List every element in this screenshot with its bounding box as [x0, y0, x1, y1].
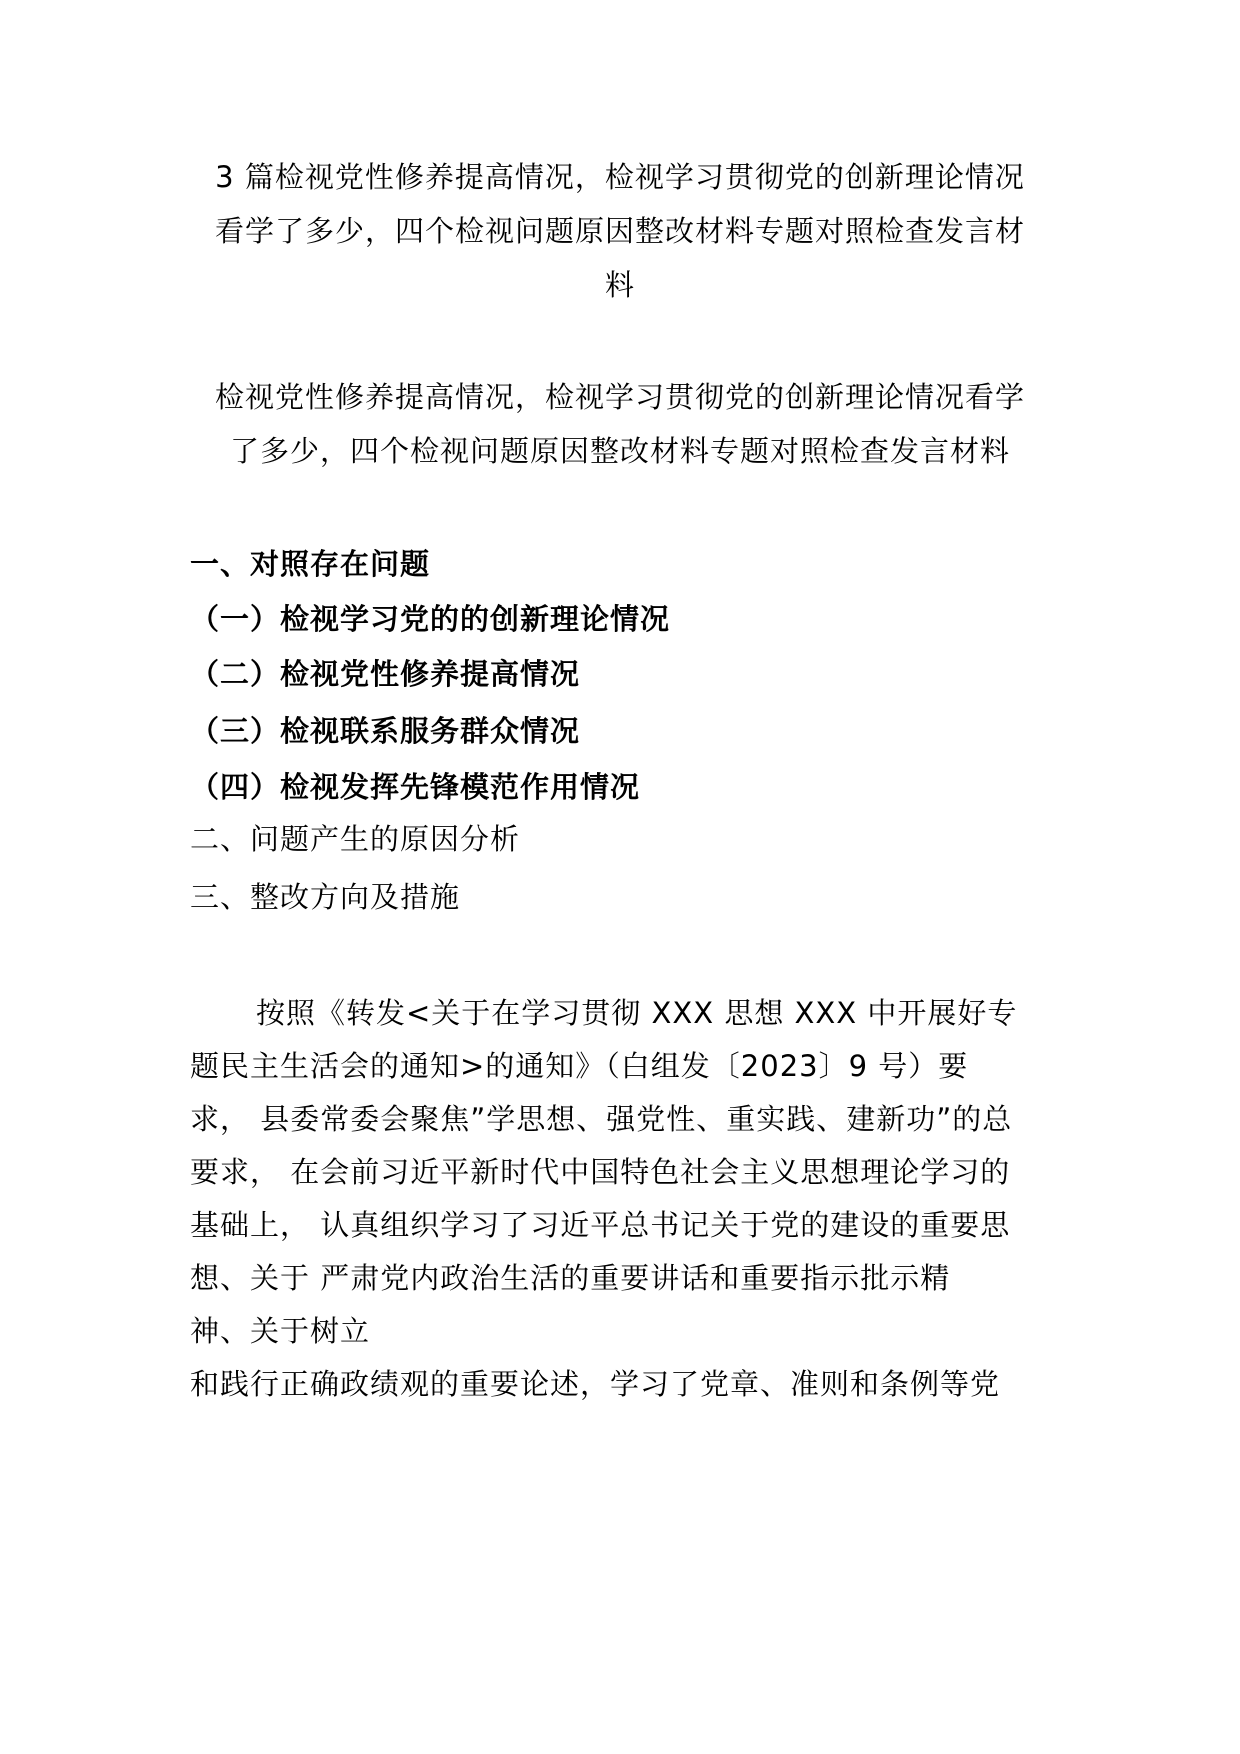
- body-line-6: 想、关于 严肃党内政治生活的重要讲话和重要指示批示精: [190, 1261, 951, 1295]
- title-line-2: 看学了多少，四个检视问题原因整改材料专题对照检查发言材: [214, 214, 1025, 248]
- body-line-5: 基础上， 认真组织学习了习近平总书记关于党的建设的重要思: [190, 1208, 1011, 1242]
- body-line-1: 按照《转发<关于在学习贯彻 XXX 思想 XXX 中开展好专: [256, 996, 1018, 1030]
- outline-section-3: 三、整改方向及措施: [190, 880, 461, 914]
- title-line-3: 料: [604, 268, 635, 302]
- outline-sub-1: （一）检视学习党的的创新理论情况: [190, 602, 671, 636]
- body-line-2: 题民主生活会的通知>的通知》（白组发〔2023〕9 号）要: [190, 1049, 969, 1083]
- subtitle-line-1: 检视党性修养提高情况，检视学习贯彻党的创新理论情况看学: [214, 380, 1025, 414]
- body-line-7: 神、关于树立: [190, 1314, 371, 1348]
- outline-section-2: 二、问题产生的原因分析: [190, 822, 521, 856]
- subtitle-line-2: 了多少，四个检视问题原因整改材料专题对照检查发言材料: [229, 434, 1010, 468]
- outline-sub-3: （三）检视联系服务群众情况: [190, 714, 581, 748]
- body-line-4: 要求， 在会前习近平新时代中国特色社会主义思想理论学习的: [190, 1155, 1011, 1189]
- title-line-1: 3 篇检视党性修养提高情况，检视学习贯彻党的创新理论情况: [215, 160, 1025, 194]
- outline-section-1: 一、对照存在问题: [190, 547, 431, 581]
- outline-sub-2: （二）检视党性修养提高情况: [190, 657, 581, 691]
- body-line-8: 和践行正确政绩观的重要论述，学习了党章、准则和条例等党: [190, 1367, 1001, 1401]
- outline-sub-4: （四）检视发挥先锋模范作用情况: [190, 770, 641, 804]
- body-line-3: 求， 县委常委会聚焦”学思想、强党性、重实践、建新功”的总: [190, 1102, 1013, 1136]
